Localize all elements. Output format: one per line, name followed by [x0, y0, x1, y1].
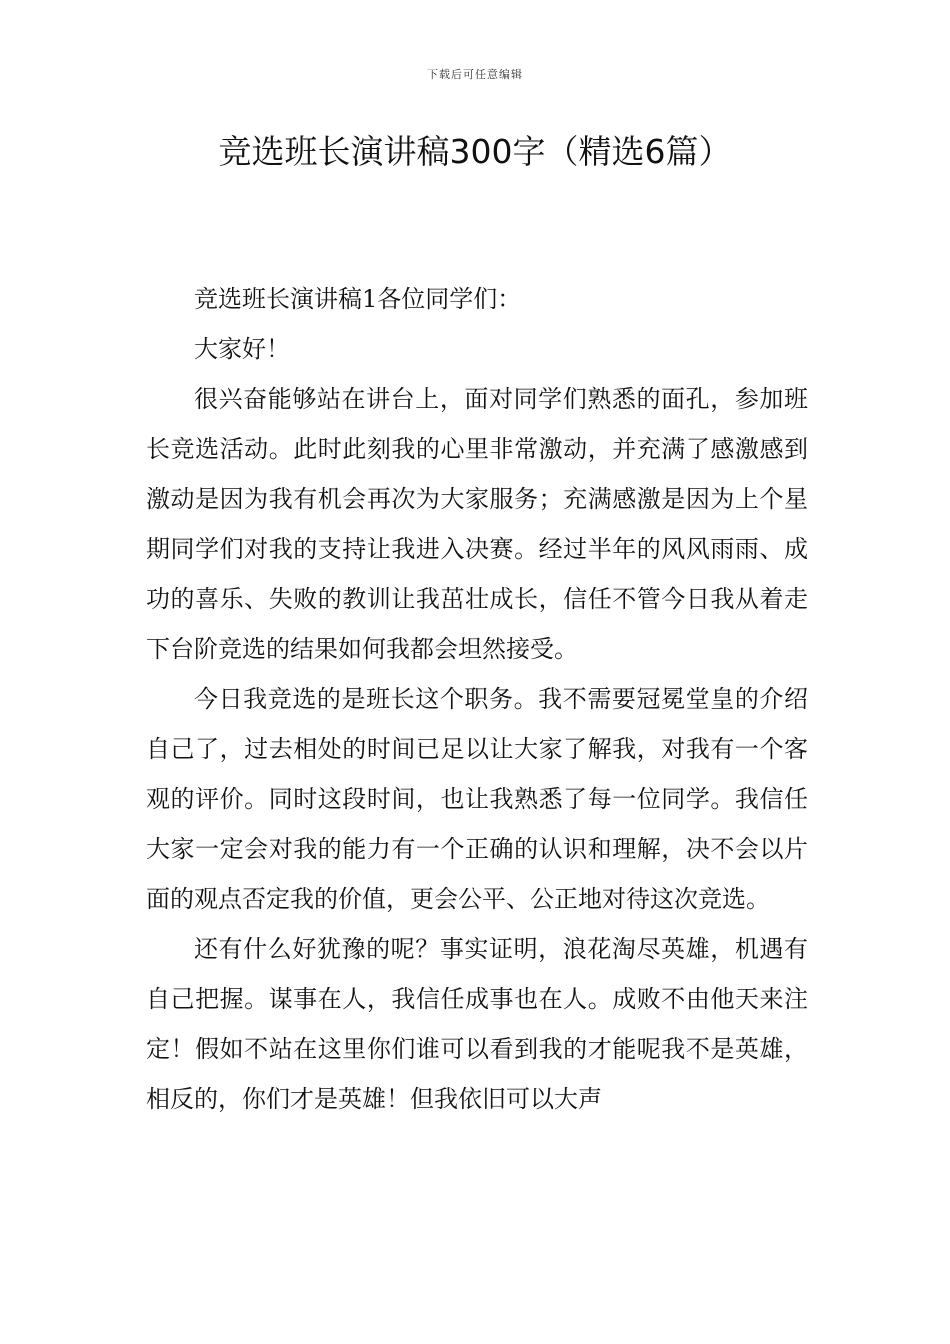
paragraph-3: 还有什么好犹豫的呢？事实证明，浪花淘尽英雄，机遇有自己把握。谋事在人，我信任成事也在人。成败不由他天来注定！假如不站在这里你们谁可以看到我的才能呢我不是英雄，相反的，你们才是英雄！但我依旧可以大声 [146, 935, 808, 1113]
paragraph-2: 今日我竞选的是班长这个职务。我不需要冠冕堂皇的介绍自己了，过去相处的时间已足以让大家了解我，对我有一个客观的评价。同时这段时间，也让我熟悉了每一位同学。我信任大家一定会对我的能力有一个正确的认识和理解，决不会以片面的观点否定我的价值，更会公平、公正地对待这次竞选。 [146, 685, 808, 913]
paragraph-greeting: 大家好！ [194, 335, 290, 363]
paragraph-opening: 竞选班长演讲稿1各位同学们： [194, 285, 522, 313]
header-note: 下载后可任意编辑 [427, 68, 523, 81]
paragraph-1: 很兴奋能够站在讲台上，面对同学们熟悉的面孔，参加班长竞选活动。此时此刻我的心里非常激动，并充满了感激感到激动是因为我有机会再次为大家服务；充满感激是因为上个星期同学们对我的支持让我进入决赛。经过半年的风风雨雨、成功的喜乐、失败的教训让我茁壮成长，信任不管今日我从着走下台阶竞选的结果如何我都会坦然接受。 [146, 385, 808, 663]
document-title: 竞选班长演讲稿300字（精选6篇） [218, 132, 732, 171]
document-body [146, 274, 808, 1124]
